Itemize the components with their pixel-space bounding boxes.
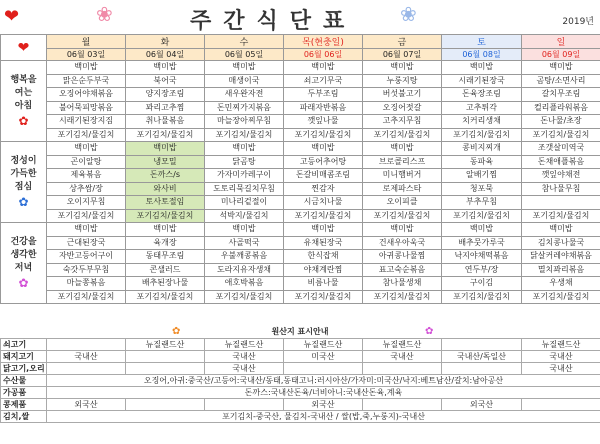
menu-item: 백미밥 — [47, 142, 126, 156]
menu-item: 곰탕/소면사리 — [522, 74, 600, 88]
menu-item: 고추튀각 — [442, 101, 522, 115]
menu-item: 알배기찜 — [442, 169, 522, 183]
menu-item: 마늘쫑볶음 — [47, 277, 126, 291]
menu-item: 토사토절임 — [126, 196, 205, 210]
origin-value — [126, 351, 205, 363]
heart-badge-icon: ❤ — [17, 39, 30, 56]
menu-item: 포기김치/물김치 — [126, 290, 205, 304]
menu-row — [1, 74, 600, 88]
meal-label-text: 정성이 가득한 점심 — [10, 156, 37, 192]
menu-item: 비름나물 — [284, 277, 363, 291]
menu-item: 백미밥 — [205, 61, 284, 75]
menu-item: 마늘장아찌무침 — [205, 115, 284, 129]
origin-value: 국내산 — [205, 363, 284, 375]
day-name: 토 — [442, 35, 522, 49]
menu-item: 김치콩나물국 — [522, 236, 600, 250]
angel-left-icon: ❀ — [96, 2, 113, 26]
menu-item: 깻잎야채전 — [522, 169, 600, 183]
origin-span-value: 돈까스:국내산돈육/너비아니:국내산돈육,계육 — [47, 387, 600, 399]
menu-item: 버섯불고기 — [363, 88, 442, 102]
day-name: 화 — [126, 35, 205, 49]
menu-item: 백미밥 — [522, 223, 600, 237]
origin-value: 국내산 — [47, 351, 126, 363]
menu-item: 백미밥 — [363, 223, 442, 237]
menu-item: 멸치꽈리볶음 — [522, 263, 600, 277]
menu-item: 포기김치/물김치 — [442, 290, 522, 304]
menu-row — [1, 169, 600, 183]
origin-row — [1, 399, 600, 411]
menu-item: 포기김치/물김치 — [522, 128, 600, 142]
year-label: 2019년 — [562, 17, 594, 27]
menu-item: 꽈리고추찜 — [126, 101, 205, 115]
menu-row — [1, 250, 600, 264]
menu-item — [522, 196, 600, 210]
day-name: 금 — [363, 35, 442, 49]
menu-item: 포기김치/물김치 — [47, 290, 126, 304]
origin-label: 수산물 — [1, 375, 47, 387]
origin-row — [1, 411, 600, 423]
origin-value: 뉴질랜드산 — [284, 339, 363, 351]
day-date: 06월 05일 — [205, 49, 284, 61]
menu-row — [1, 290, 600, 304]
menu-item: 애호박볶음 — [205, 277, 284, 291]
tulip-pink-icon: ✿ — [18, 276, 29, 290]
menu-item: 도라지유자생채 — [205, 263, 284, 277]
menu-item: 가자미카레구이 — [205, 169, 284, 183]
menu-item: 돈갈비매콤조림 — [284, 169, 363, 183]
menu-item: 새우완자전 — [205, 88, 284, 102]
menu-item: 자반고등어구이 — [47, 250, 126, 264]
menu-item: 석박지/물김치 — [205, 209, 284, 223]
menu-item: 아귀콩나물찜 — [363, 250, 442, 264]
menu-item: 도토리묵길치무침 — [205, 182, 284, 196]
day-date: 06월 04일 — [126, 49, 205, 61]
menu-item: 포기김치/물김치 — [522, 290, 600, 304]
origin-value — [363, 363, 442, 375]
menu-item: 미니햄버거 — [363, 169, 442, 183]
menu-item: 백미밥 — [205, 142, 284, 156]
menu-item: 포기김치/물김치 — [284, 209, 363, 223]
menu-row — [1, 196, 600, 210]
flower-purple-icon: ✿ — [425, 326, 434, 337]
menu-item: 오이지무침 — [47, 196, 126, 210]
menu-item: 동파육 — [442, 155, 522, 169]
menu-item: 유채된장국 — [284, 236, 363, 250]
menu-item: 백미밥 — [126, 61, 205, 75]
menu-item: 백미밥 — [205, 223, 284, 237]
menu-item: 누룽지탕 — [363, 74, 442, 88]
menu-item: 근대된장국 — [47, 236, 126, 250]
menu-row — [1, 61, 600, 75]
menu-item: 파래자반볶음 — [284, 101, 363, 115]
menu-item: 시래기된장지짐 — [47, 115, 126, 129]
menu-row — [1, 142, 600, 156]
origin-span-value: 오징어,아귀:중국산/고등어:국내산/동태,동태고니:러시아산/가자미:미국산/낙지:베트남산/갈치:남아공산 — [47, 375, 600, 387]
menu-item: 찐감자 — [284, 182, 363, 196]
menu-item: 닭곰탕 — [205, 155, 284, 169]
menu-item: 백미밥 — [442, 223, 522, 237]
menu-item: 포기김치/물김치 — [284, 290, 363, 304]
menu-header — [0, 0, 600, 34]
menu-item: 백미밥 — [442, 61, 522, 75]
menu-item: 북어국 — [126, 74, 205, 88]
menu-item: 두부조림 — [284, 88, 363, 102]
menu-item: 동태무조림 — [126, 250, 205, 264]
menu-item: 미나리겉절이 — [205, 196, 284, 210]
origin-label: 콩제품 — [1, 399, 47, 411]
meal-label — [1, 223, 47, 304]
origin-value — [47, 339, 126, 351]
menu-item: 포기김치/물김치 — [47, 209, 126, 223]
origin-table — [0, 338, 600, 423]
menu-item: 백미밥 — [47, 223, 126, 237]
menu-row — [1, 277, 600, 291]
menu-item: 조갯살미역국 — [522, 142, 600, 156]
menu-item: 포기김치/물김치 — [284, 128, 363, 142]
menu-item: 표고숙순볶음 — [363, 263, 442, 277]
menu-row — [1, 101, 600, 115]
menu-item: 포기김치/물김치 — [47, 128, 126, 142]
menu-row — [1, 209, 600, 223]
menu-item: 백미밥 — [284, 223, 363, 237]
origin-value — [284, 363, 363, 375]
origin-value — [363, 399, 442, 411]
heart-icon: ❤ — [4, 6, 20, 27]
corner-cell — [1, 35, 47, 61]
tulip-blue-icon: ✿ — [18, 195, 29, 209]
menu-item: 백미밥 — [363, 61, 442, 75]
origin-value — [126, 363, 205, 375]
origin-value: 뉴질랜드산 — [205, 339, 284, 351]
menu-item: 백미밥 — [126, 142, 205, 156]
origin-value: 뉴질랜드산 — [522, 339, 600, 351]
day-name: 월 — [47, 35, 126, 49]
origin-value: 국내산 — [522, 351, 600, 363]
origin-value: 뉴질랜드산 — [363, 339, 442, 351]
origin-value: 국내산 — [205, 351, 284, 363]
origin-row — [1, 351, 600, 363]
menu-item: 연두부/장 — [442, 263, 522, 277]
meal-label-text: 건강을 생각한 저녁 — [10, 237, 37, 273]
menu-item: 청포묵 — [442, 182, 522, 196]
menu-item: 컬리플라워볶음 — [522, 101, 600, 115]
menu-item: 양지장조림 — [126, 88, 205, 102]
origin-value: 국내산/독일산 — [442, 351, 522, 363]
menu-item: 백미밥 — [284, 142, 363, 156]
origin-title: 원산지 표시안내 — [271, 327, 329, 336]
menu-item: 콘샐러드 — [126, 263, 205, 277]
menu-item: 포기김치/물김치 — [363, 209, 442, 223]
menu-item: 오징어젓갈 — [363, 101, 442, 115]
menu-item: 포기김치/물김치 — [442, 128, 522, 142]
menu-item: 시래기된장국 — [442, 74, 522, 88]
weekly-menu-table — [0, 34, 600, 304]
origin-value: 뉴질랜드산 — [126, 339, 205, 351]
day-name: 수 — [205, 35, 284, 49]
origin-section — [0, 326, 600, 423]
origin-span-value: 포기김치-중국산, 물김치-국내산 / 쌀(밥,죽,누룽지)-국내산 — [47, 411, 600, 423]
menu-item: 매생이국 — [205, 74, 284, 88]
menu-item: 취나물볶음 — [126, 115, 205, 129]
menu-item: 깻잎나물 — [284, 115, 363, 129]
menu-item: 건새우아욱국 — [363, 236, 442, 250]
menu-item: 상추쌈/장 — [47, 182, 126, 196]
origin-label: 김치,쌀 — [1, 411, 47, 423]
menu-item: 오이피클 — [363, 196, 442, 210]
menu-item: 곤이알탕 — [47, 155, 126, 169]
menu-item: 배추된장나물 — [126, 277, 205, 291]
menu-item: 치커리생채 — [442, 115, 522, 129]
origin-label: 돼지고기 — [1, 351, 47, 363]
meal-label-text: 행복을 여는 아침 — [10, 75, 37, 111]
menu-item: 구이김 — [442, 277, 522, 291]
menu-item: 오징어야채볶음 — [47, 88, 126, 102]
menu-item: 참나물생채 — [363, 277, 442, 291]
origin-label: 쇠고기 — [1, 339, 47, 351]
origin-value: 외국산 — [284, 399, 363, 411]
origin-label: 가공품 — [1, 387, 47, 399]
menu-item: 백미밥 — [47, 61, 126, 75]
menu-item: 숙갓두부무침 — [47, 263, 126, 277]
tulip-red-icon: ✿ — [18, 114, 29, 128]
day-date: 06월 09일 — [522, 49, 600, 61]
menu-item: 사골떡국 — [205, 236, 284, 250]
menu-item: 포기김치/물김치 — [522, 209, 600, 223]
day-name: 일 — [522, 35, 600, 49]
menu-row — [1, 128, 600, 142]
page-title: 주간식단표 — [190, 9, 357, 34]
origin-row — [1, 363, 600, 375]
menu-item: 돈민찌가지볶음 — [205, 101, 284, 115]
menu-item: 우불깨콩볶음 — [205, 250, 284, 264]
origin-row — [1, 375, 600, 387]
menu-item: 한식잡채 — [284, 250, 363, 264]
day-date: 06월 06일 — [284, 49, 363, 61]
menu-item: 돈나물/초장 — [522, 115, 600, 129]
menu-item: 배추뭇가루국 — [442, 236, 522, 250]
origin-value — [442, 339, 522, 351]
origin-value — [205, 399, 284, 411]
menu-item: 포기김치/물김치 — [363, 290, 442, 304]
menu-row — [1, 223, 600, 237]
menu-item: 우생채 — [522, 277, 600, 291]
menu-row — [1, 263, 600, 277]
menu-item: 포기김치/물김치 — [126, 128, 205, 142]
menu-item: 갈치무조림 — [522, 88, 600, 102]
meal-label — [1, 61, 47, 142]
menu-item: 불어묵피망볶음 — [47, 101, 126, 115]
menu-row — [1, 236, 600, 250]
menu-item: 백미밥 — [284, 61, 363, 75]
menu-item: 포기김치/물김치 — [205, 290, 284, 304]
menu-item: 콩비지찌개 — [442, 142, 522, 156]
menu-item: 부추무침 — [442, 196, 522, 210]
menu-item: 야채계란찜 — [284, 263, 363, 277]
menu-item: 참나물무침 — [522, 182, 600, 196]
menu-item: 백미밥 — [522, 61, 600, 75]
menu-item: 브로콜리스프 — [363, 155, 442, 169]
day-name: 목(현충일) — [284, 35, 363, 49]
menu-item: 시금치나물 — [284, 196, 363, 210]
menu-item: 와사비 — [126, 182, 205, 196]
menu-item: 고등어추어탕 — [284, 155, 363, 169]
menu-row — [1, 182, 600, 196]
day-date: 06월 03일 — [47, 49, 126, 61]
origin-value — [522, 399, 600, 411]
origin-label: 닭고기,오리 — [1, 363, 47, 375]
menu-item: 백미밥 — [126, 223, 205, 237]
menu-item: 백미밥 — [363, 142, 442, 156]
menu-item: 냉모밀 — [126, 155, 205, 169]
meal-label — [1, 142, 47, 223]
origin-value: 외국산 — [47, 399, 126, 411]
day-date: 06월 08일 — [442, 49, 522, 61]
menu-item: 포기김치/물김치 — [442, 209, 522, 223]
menu-row — [1, 88, 600, 102]
menu-item: 포기김치/물김치 — [205, 128, 284, 142]
menu-item: 낙지야채떡볶음 — [442, 250, 522, 264]
menu-item: 포기김치/물김치 — [126, 209, 205, 223]
angel-right-icon: ❀ — [400, 2, 417, 26]
menu-item: 닭살커레야채볶음 — [522, 250, 600, 264]
menu-item: 육개장 — [126, 236, 205, 250]
origin-value — [126, 399, 205, 411]
origin-value — [442, 363, 522, 375]
flower-orange-icon: ✿ — [172, 326, 181, 337]
menu-item: 로제파스타 — [363, 182, 442, 196]
origin-value: 국내산 — [522, 363, 600, 375]
menu-item: 제육볶음 — [47, 169, 126, 183]
menu-item: 포기김치/물김치 — [363, 128, 442, 142]
menu-item: 고추지무침 — [363, 115, 442, 129]
origin-value: 국내산 — [363, 351, 442, 363]
origin-value: 미국산 — [284, 351, 363, 363]
origin-value — [47, 363, 126, 375]
menu-row — [1, 155, 600, 169]
menu-item: 돈육장조림 — [442, 88, 522, 102]
menu-item: 맑은순두부국 — [47, 74, 126, 88]
menu-row — [1, 115, 600, 129]
menu-item: 돈채애플볶음 — [522, 155, 600, 169]
menu-item: 쇠고기무국 — [284, 74, 363, 88]
origin-row — [1, 339, 600, 351]
origin-value: 외국산 — [442, 399, 522, 411]
day-date: 06월 07일 — [363, 49, 442, 61]
menu-item: 돈까스/s — [126, 169, 205, 183]
origin-row — [1, 387, 600, 399]
